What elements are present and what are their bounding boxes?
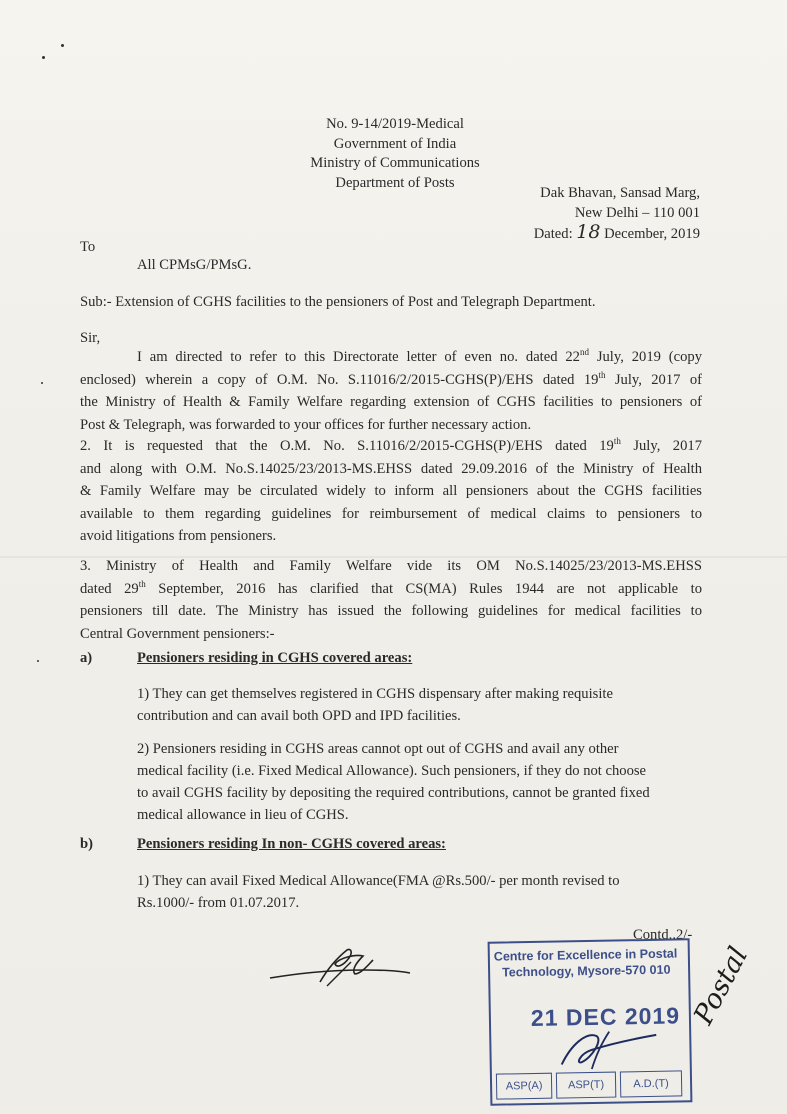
- paragraph-2: [80, 435, 702, 548]
- para3-line: pensioners till date. The Ministry has issued the following guidelines for medical facilities to: [80, 603, 702, 619]
- dated-day: 18: [576, 221, 601, 243]
- ministry-name: Ministry of Communications: [310, 155, 480, 171]
- address-line1: Dak Bhavan, Sansad Marg,: [540, 185, 700, 201]
- speck: [41, 382, 43, 384]
- stamp-box-asp-a: ASP(A): [496, 1073, 552, 1100]
- paragraph-3: [80, 555, 702, 645]
- department-name: Department of Posts: [335, 174, 455, 191]
- subject-line: Sub:- Extension of CGHS facilities to the pensioners of Post and Telegraph Department.: [80, 294, 596, 310]
- handwritten-note: Postal: [688, 941, 755, 1030]
- speck: [61, 44, 64, 47]
- to-label: To: [80, 239, 96, 255]
- section-a-item2-line: to avail CGHS facility by depositing the required contributions, cannot be granted fixed: [137, 785, 650, 801]
- continued-note: Contd..2/-: [633, 927, 693, 943]
- para2-line: avoid litigations from pensioners.: [80, 528, 277, 544]
- recipient-name: All CPMsG/PMsG.: [137, 257, 252, 273]
- dated-label: Dated:: [533, 226, 573, 242]
- section-b-label: b): [80, 836, 93, 852]
- para2-line: and along with O.M. No.S.14025/23/2013-MS.EHSS dated 29.09.2016 of the Ministry of Health: [80, 460, 702, 477]
- file-number: No. 9-14/2019-Medical: [326, 116, 464, 132]
- salutation: Sir,: [80, 330, 101, 346]
- section-a-item2-line: medical allowance in lieu of CGHS.: [137, 807, 349, 823]
- section-a-heading: Pensioners residing in CGHS covered areas:: [137, 650, 413, 666]
- para1-line: I am directed to refer to this Directorate letter of even no. dated 22nd July, 2019 (copy: [137, 347, 702, 365]
- para3-line: Central Government pensioners:-: [80, 625, 275, 642]
- para2-line: 2. It is requested that the O.M. No. S.11016/2/2015-CGHS(P)/EHS dated 19th July, 2017: [80, 436, 702, 454]
- para3-line: dated 29th September, 2016 has clarified that CS(MA) Rules 1944 are not applicable to: [80, 578, 702, 597]
- stamp-box-asp-t: ASP(T): [556, 1072, 616, 1099]
- para3-line: 3. Ministry of Health and Family Welfare vide its OM No.S.14025/23/2013-MS.EHSS: [80, 558, 702, 574]
- section-a-item-2: [137, 738, 650, 826]
- paragraph-1: [80, 346, 702, 436]
- para1-line: enclosed) wherein a copy of O.M. No. S.11016/2/2015-CGHS(P)/EHS dated 19th July, 2017 of: [80, 369, 702, 388]
- para2-line: available to them regarding guidelines for reimbursement of medical claims to pensioners to: [80, 505, 702, 522]
- signature-icon: [265, 940, 415, 990]
- section-a-item2-line: medical facility (i.e. Fixed Medical Allowance). Such pensioners, if they do not choose: [137, 763, 647, 779]
- received-stamp: [488, 938, 693, 1106]
- address-line2: New Delhi – 110 001: [574, 204, 700, 221]
- speck: [37, 660, 39, 662]
- section-a-label: a): [80, 650, 93, 666]
- section-a-item1-line: 1) They can get themselves registered in CGHS dispensary after making requisite: [137, 686, 613, 702]
- stamp-date: 21 DEC 2019: [530, 1002, 681, 1032]
- stamp-line1: Centre for Excellence in Postal: [493, 946, 678, 964]
- para1-line: the Ministry of Health & Family Welfare regarding extension of CGHS facilities to pensioners of: [80, 394, 702, 410]
- section-a-item1-line: contribution and can avail both OPD and IPD facilities.: [137, 708, 461, 724]
- para2-line: & Family Welfare may be circulated widely to inform all pensioners about the CGHS facilities: [80, 483, 702, 499]
- address-block: [480, 184, 700, 245]
- section-b-item-1: [137, 870, 620, 914]
- section-a-item-1: [137, 683, 613, 727]
- dated-line: [480, 223, 700, 245]
- stamp-initials-icon: [551, 1023, 662, 1075]
- letter-header: [290, 115, 500, 193]
- section-b-item1-line: Rs.1000/- from 01.07.2017.: [137, 895, 300, 911]
- dated-month-year: December, 2019: [604, 226, 700, 242]
- section-b-item1-line: 1) They can avail Fixed Medical Allowance(FMA @Rs.500/- per month revised to: [137, 873, 620, 889]
- stamp-box-ad-t: A.D.(T): [620, 1070, 682, 1097]
- government-name: Government of India: [333, 135, 457, 152]
- section-a-item2-line: 2) Pensioners residing in CGHS areas cannot opt out of CGHS and avail any other: [137, 741, 619, 757]
- para1-line: Post & Telegraph, was forwarded to your offices for further necessary action.: [80, 416, 532, 433]
- section-b-heading: Pensioners residing In non- CGHS covered areas:: [137, 836, 446, 852]
- stamp-line2: Technology, Mysore-570 010: [502, 962, 671, 980]
- speck: [42, 56, 45, 59]
